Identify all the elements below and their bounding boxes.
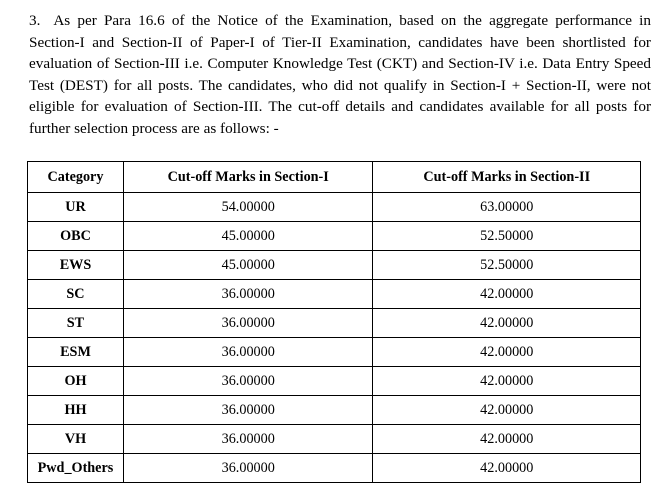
section1-cell: 36.00000 [123,338,373,367]
category-cell: SC [28,280,124,309]
section1-cell: 45.00000 [123,251,373,280]
category-cell: VH [28,425,124,454]
section1-cell: 36.00000 [123,367,373,396]
section2-cell: 63.00000 [373,193,641,222]
section1-cell: 36.00000 [123,280,373,309]
table-row [28,425,641,454]
section2-cell: 42.00000 [373,338,641,367]
header-section1: Cut-off Marks in Section-I [123,162,373,193]
category-cell: EWS [28,251,124,280]
table-row [28,367,641,396]
table-row [28,251,641,280]
table-row [28,280,641,309]
section2-cell: 42.00000 [373,367,641,396]
section2-cell: 52.50000 [373,222,641,251]
category-cell: Pwd_Others [28,454,124,483]
section1-cell: 36.00000 [123,425,373,454]
section2-cell: 42.00000 [373,309,641,338]
section2-cell: 42.00000 [373,425,641,454]
section1-cell: 36.00000 [123,309,373,338]
section2-cell: 42.00000 [373,280,641,309]
section2-cell: 42.00000 [373,396,641,425]
cutoff-table [27,161,641,483]
table-row [28,193,641,222]
section2-cell: 52.50000 [373,251,641,280]
table-row [28,338,641,367]
table-row [28,222,641,251]
section1-cell: 45.00000 [123,222,373,251]
category-cell: ESM [28,338,124,367]
table-row [28,396,641,425]
section1-cell: 36.00000 [123,454,373,483]
table-row [28,454,641,483]
notice-paragraph [29,10,651,140]
category-cell: OBC [28,222,124,251]
category-cell: HH [28,396,124,425]
category-cell: UR [28,193,124,222]
table-row [28,309,641,338]
section1-cell: 36.00000 [123,396,373,425]
table-header-row [28,162,641,193]
header-category: Category [28,162,124,193]
header-section2: Cut-off Marks in Section-II [373,162,641,193]
paragraph-number: 3. [29,12,41,29]
paragraph-text: As per Para 16.6 of the Notice of the Examination, based on the aggregate performance in Section-I and Section-II of Paper-I of Tier-II Examination, candidates have been shortlisted for evaluation of Section-III i.e. Computer Knowledge Test (CKT) and Section-IV i.e. Data Entry Speed Test (DEST) for all posts. The candidates, who did not qualify in Section-I + Section-II, were not eligible for evaluation of Section-III. The cut-off details and candidates available for all posts for further selection process are as follows: - [29,12,651,137]
section1-cell: 54.00000 [123,193,373,222]
category-cell: ST [28,309,124,338]
category-cell: OH [28,367,124,396]
section2-cell: 42.00000 [373,454,641,483]
